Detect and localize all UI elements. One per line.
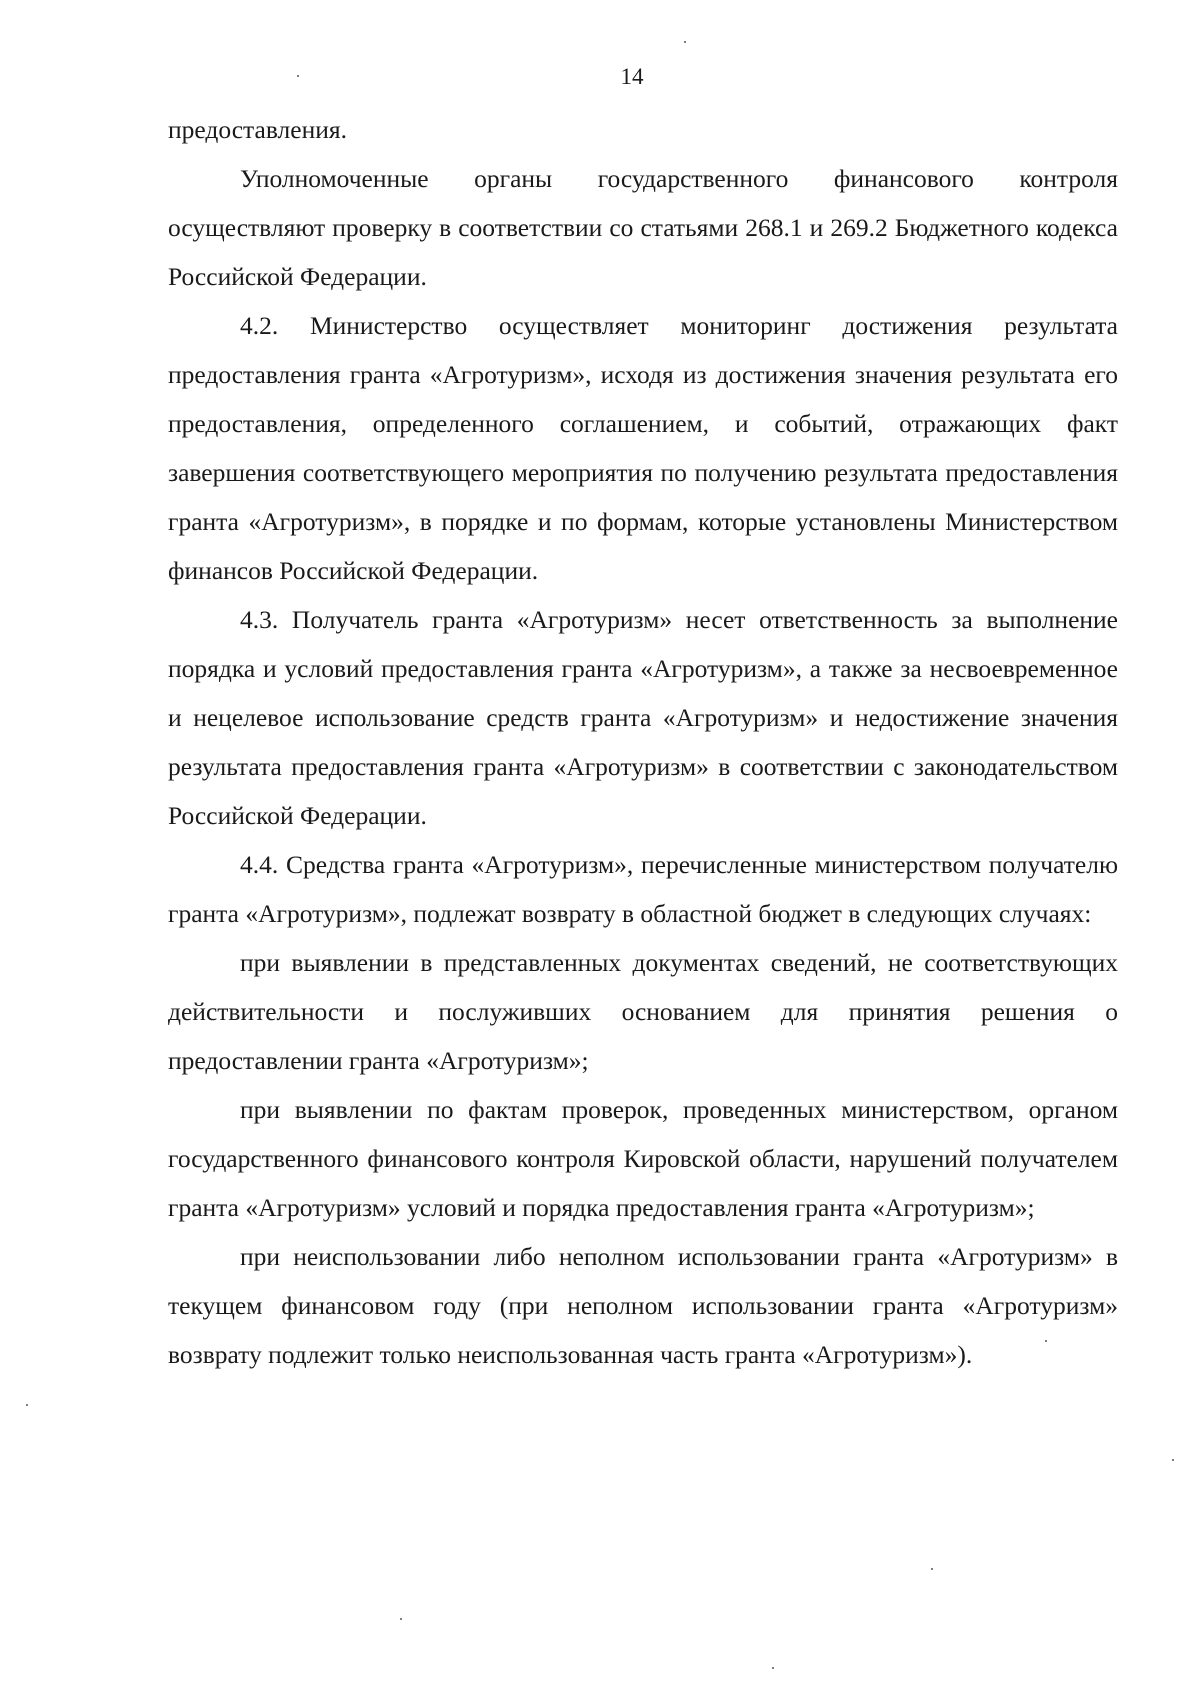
scan-speck [400, 1618, 402, 1620]
page-number: 14 [620, 64, 644, 89]
scan-speck [1045, 1340, 1047, 1342]
paragraph-case-unused-funds: при неиспользовании либо неполном использовании гранта «Агротуризм» в текущем финансовом году (при неполном использовании гранта «Агротуризм» возврату подлежит только неиспользованная часть гранта «Агротуризм»). [168, 1242, 1118, 1369]
paragraph-case-false-info: при выявлении в представленных документах сведений, не соответствующих действительности и послуживших основанием для принятия решения о предоставлении гранта «Агротуризм»; [168, 948, 1118, 1075]
scan-speck [26, 1404, 28, 1406]
paragraph-case-violations: при выявлении по фактам проверок, проведенных министерством, органом государственного финансового контроля Кировской области, нарушений получателем гранта «Агротуризм» условий и порядка предоставления гранта «Агротуризм»; [168, 1095, 1118, 1222]
document-body [168, 105, 1118, 1379]
paragraph-control-authorities: Уполномоченные органы государственного финансового контроля осуществляют проверку в соответствии со статьями 268.1 и 269.2 Бюджетного кодекса Российской Федерации. [168, 164, 1118, 291]
paragraph-continuation: предоставления. [168, 115, 347, 144]
scan-speck [684, 41, 686, 43]
scan-speck [931, 1568, 933, 1570]
paragraph-4-4: 4.4. Средства гранта «Агротуризм», перечисленные министерством получателю гранта «Агротуризм», подлежат возврату в областной бюджет в следующих случаях: [168, 850, 1118, 928]
scan-speck [297, 75, 299, 77]
scan-speck [1172, 1459, 1174, 1461]
paragraph-4-2: 4.2. Министерство осуществляет мониторинг достижения результата предоставления гранта «Агротуризм», исходя из достижения значения результата его предоставления, определенного соглашением, и событий, отражающих факт завершения соответствующего мероприятия по получению результата предоставления гранта «Агротуризм», в порядке и по формам, которые установлены Министерством финансов Российской Федерации. [168, 311, 1118, 585]
paragraph-4-3: 4.3. Получатель гранта «Агротуризм» несет ответственность за выполнение порядка и условий предоставления гранта «Агротуризм», а также за несвоевременное и нецелевое использование средств гранта «Агротуризм» и недостижение значения результата предоставления гранта «Агротуризм» в соответствии с законодательством Российской Федерации. [168, 605, 1118, 830]
scan-speck [772, 1667, 774, 1669]
